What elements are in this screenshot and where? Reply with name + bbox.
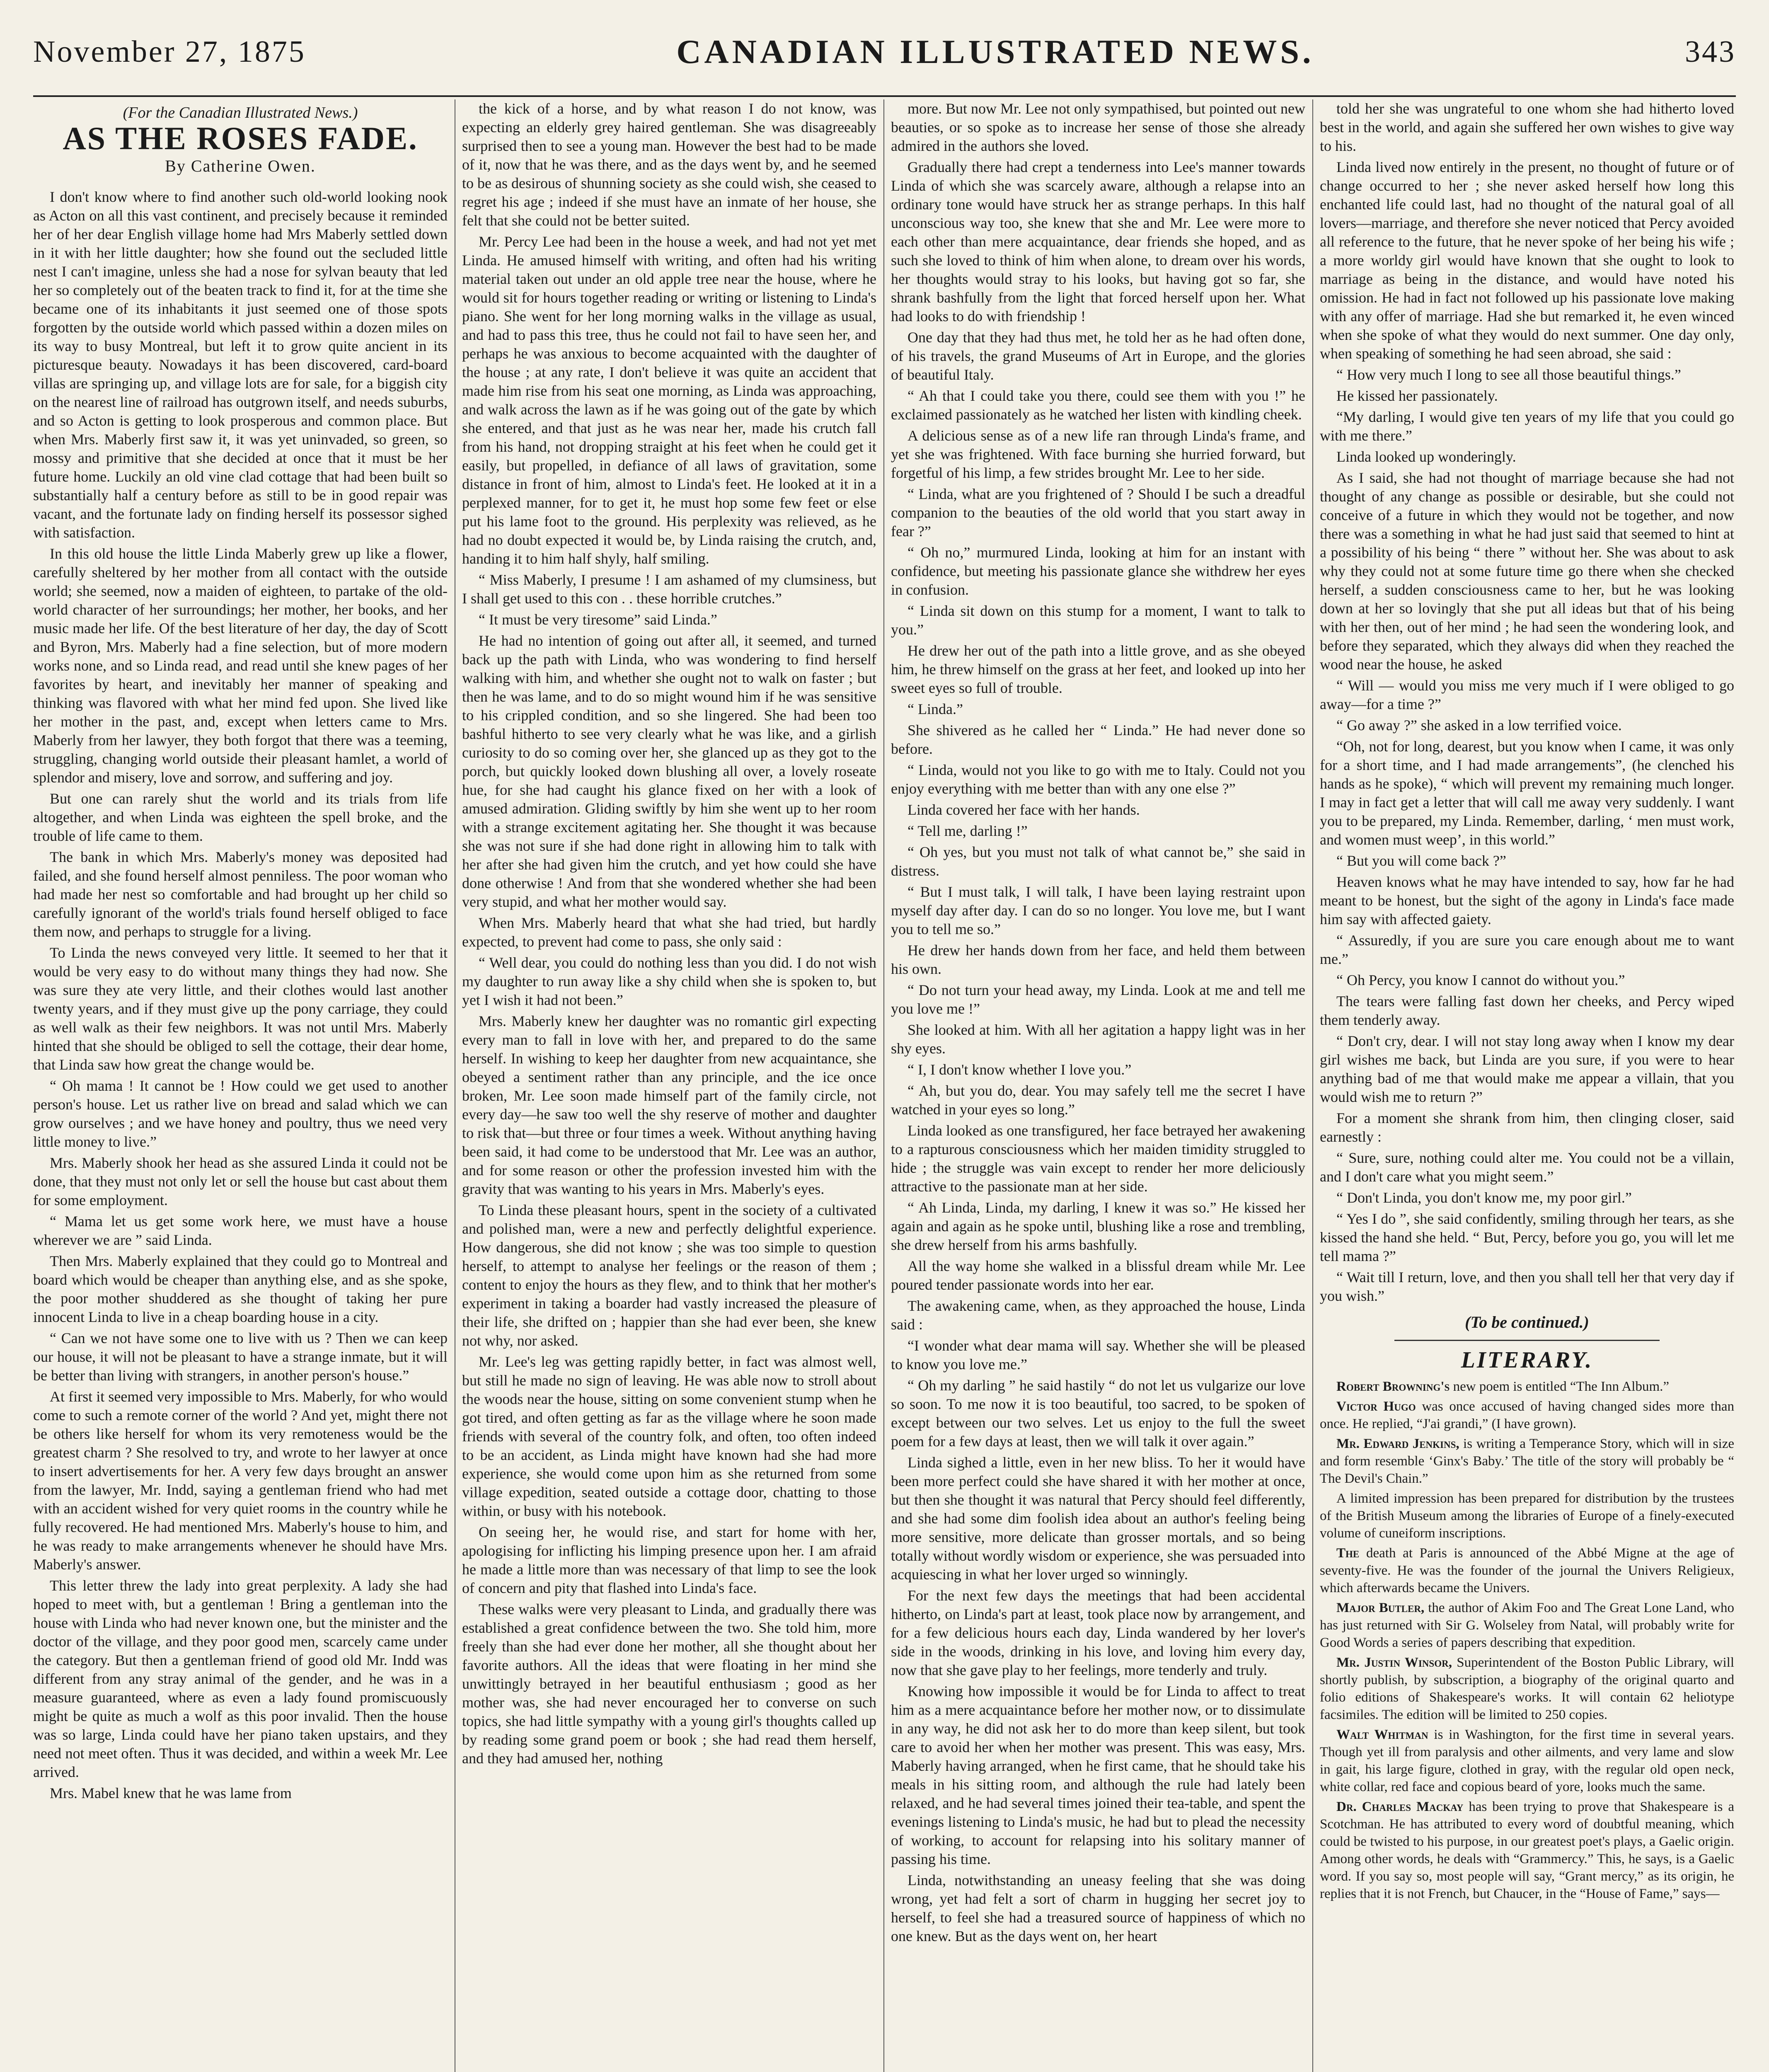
paragraph: At first it seemed very impossible to Mrs. Maberly, for who would come to such a remote corner of the world ? And yet, might there not be others like herself for whom its very remoteness would be the greatest charm ? She resolved to try, and wrote to her lawyer at once to insert advertisements for her. A very few days brought an answer from the lawyer, Mr. Indd, saying a gentleman friend who had met with an accident wished for very quiet rooms in the country while he fully recovered. He had mentioned Mrs. Maberly's house to him, and he was ready to make arrangements whenever he should have Mrs. Maberly's answer. (33, 1388, 448, 1573)
literary-item-text: was once accused of having changed sides more than once. He replied, “J'ai grandi,” (I have grown). (1320, 1399, 1734, 1431)
paragraph: “ Don't cry, dear. I will not stay long away when I know my dear girl wishes me back, but Linda are you sure, if you were to hear anything bad of me that would make me appear a villain, that you would wish me to return ?” (1320, 1033, 1734, 1105)
literary-item-head: Walt Whitman (1336, 1727, 1428, 1742)
paragraph: “ Go away ?” she asked in a low terrified voice. (1336, 717, 1622, 733)
column-4 (1320, 99, 1734, 2072)
paragraph: Heaven knows what he may have intended to say, how far he had meant to be honest, but the sight of the agony in Linda's face made him say with affected gaiety. (1320, 874, 1734, 927)
paragraph: “My darling, I would give ten years of my life that you could go with me there.” (1320, 409, 1734, 444)
paragraph: “ But you will come back ?” (1336, 852, 1506, 869)
column-rule (883, 99, 884, 2072)
literary-item-text: the author of Akim Foo and The Great Lone Land, who has just returned with Sir G. Wolseley from Natal, will probably write for Good Words a series of papers describing that expedition. (1320, 1600, 1734, 1650)
literary-item-text: has been trying to prove that Shakespeare is a Scotchman. He has attributed to every word of doubtful meaning, which could be twisted to his purpose, in our greatest poet's plays, a Gaelic origin. Among other words, he deals with “Grammercy.” This, he says, is a Gaelic word. If you say so, most people will say, “Grant mercy,” as its origin, he replies that it is not French, but Chaucer, in the “House of Fame,” says— (1320, 1799, 1734, 1901)
literary-item-head: Dr. Charles Mackay (1336, 1799, 1464, 1814)
literary-item (1320, 1654, 1734, 1723)
paragraph: Mr. Lee's leg was getting rapidly better, in fact was almost well, but still he made no sign of leaving. He was able now to stroll about the woods near the house, sitting on some convenient stump when he got tired, and often getting as far as the village where he soon made friends with several of the country folk, and often, too often indeed to be an accident, as Linda might have known had she had more experience, she would come upon him as she returned from some village expedition, seated outside a cottage door, chatting to those within, or busy with his notebook. (462, 1353, 876, 1519)
literary-item (1320, 1398, 1734, 1433)
literary-item-head: Major Butler, (1336, 1600, 1425, 1615)
literary-item-head: The (1336, 1546, 1360, 1561)
paragraph: He drew her hands down from her face, and held them between his own. (891, 942, 1305, 977)
literary-item-head: Mr. Justin Winsor, (1336, 1655, 1452, 1670)
paragraph: “ Oh mama ! It cannot be ! How could we get used to another person's house. Let us rather live on bread and salad which we can grow ourselves ; and we have honey and poultry, thus we need very little money to live.” (33, 1077, 448, 1150)
paragraph: “ Miss Maberly, I presume ! I am ashamed of my clumsiness, but I shall get used to this con . . these horrible crutches.” (462, 571, 876, 607)
masthead (33, 8, 1736, 97)
column-2 (462, 99, 876, 2072)
paragraph: “ Sure, sure, nothing could alter me. You could not be a villain, and I don't care what you might seem.” (1320, 1150, 1734, 1185)
paragraph: “ Assuredly, if you are sure you care enough about me to want me.” (1320, 932, 1734, 967)
paragraph: Linda sighed a little, even in her new bliss. To her it would have been more perfect could she have shared it with her mother at once, but then she thought it was natural that Percy should feel differently, and she had some dim foolish idea about an author's feeling being more sensitive, more delicate than grosser mortals, and so being totally without wordly wisdom or experience, she was persuaded into acquiescing in what her lover urged so winningly. (891, 1454, 1305, 1583)
columns (33, 99, 1736, 2072)
literary-item-text: A limited impression has been prepared for distribution by the trustees of the British Museum among the libraries of Europe of a finely-executed volume of cuneiform inscriptions. (1320, 1491, 1734, 1541)
paragraph: He kissed her passionately. (1336, 387, 1498, 404)
paragraph: The tears were falling fast down her cheeks, and Percy wiped them tenderly away. (1320, 993, 1734, 1028)
paragraph: All the way home she walked in a blissful dream while Mr. Lee poured tender passionate words into her ear. (891, 1258, 1305, 1293)
paragraph: “Oh, not for long, dearest, but you know when I came, it was only for a short time, and I had made arrangements”, (he clenched his hands as he spoke), “ which will prevent my remaining much longer. I may in fact get a letter that will call me away very suddenly. I want you to be prepared, my Linda. Remember, darling, ‘ men must work, and women must weep’, in this world.” (1320, 738, 1734, 848)
story-text-column-1 (33, 188, 448, 1803)
paragraph: Linda lived now entirely in the present, no thought of future or of change occurred to her ; she never asked herself how long this enchanted life could last, had no thought of the natural goal of all lovers—marriage, and therefore she never noticed that Percy avoided all reference to the future, that he never spoke of her being his wife ; a more worldy girl would have known that she ought to look to marriage as being in the distance, and would have noted his omission. He had in fact not followed up his passionate love making with any offer of marriage. Had she but remarked it, he even winced when she spoke of what they would do next summer. One day only, when speaking of something he had seen abroad, she said : (1320, 159, 1734, 362)
paragraph: “ Yes I do ”, she said confidently, smiling through her tears, as she kissed the hand she held. “ But, Percy, before you go, you will let me tell mama ?” (1320, 1210, 1734, 1264)
literary-item-head: Robert Browning's (1336, 1379, 1450, 1394)
paragraph: “ But I must talk, I will talk, I have been laying restraint upon myself day after day. I can do so no longer. You love me, but I want you to tell me so.” (891, 884, 1305, 937)
paragraph: “I wonder what dear mama will say. Whether she will be pleased to know you love me.” (891, 1337, 1305, 1372)
paragraph: “ Linda.” (907, 701, 963, 717)
paragraph: “ Do not turn your head away, my Linda. Look at me and tell me you love me !” (891, 982, 1305, 1017)
paragraph: When Mrs. Maberly heard that what she had tried, but hardly expected, to prevent had come to pass, she only said : (462, 915, 876, 950)
paragraph: To Linda the news conveyed very little. It seemed to her that it would be very easy to do without many things they had now. She was sure they ate very little, and their clothes would last another twenty years, and if they must give up the pony carriage, they could as well walk as their few neighbors. It was not until Mrs. Maberly hinted that she should be obliged to sell the cottage, their dear home, that Linda saw how great the change would be. (33, 944, 448, 1073)
paragraph: “ Mama let us get some work here, we must have a house wherever we are ” said Linda. (33, 1213, 448, 1248)
column-3 (891, 99, 1305, 2072)
paragraph: “ It must be very tiresome” said Linda.” (479, 611, 717, 628)
paragraph: She looked at him. With all her agitation a happy light was in her shy eyes. (891, 1021, 1305, 1057)
paragraph: “ Oh no,” murmured Linda, looking at him for an instant with confidence, but meeting his passionate glance she withdrew her eyes in confusion. (891, 544, 1305, 598)
issue-date: November 27, 1875 (33, 34, 306, 69)
paragraph: On seeing her, he would rise, and start for home with her, apologising for inflicting his limping presence upon her. I am afraid he made a little more than was necessary of that limp to see the look of concern and pity that flashed into Linda's face. (462, 1524, 876, 1596)
paragraph: “ Linda, would not you like to go with me to Italy. Could not you enjoy everything with me better than with any one else ?” (891, 762, 1305, 797)
literary-item-text: is writing a Temperance Story, which will in size and form resemble ‘Ginx's Baby.’ The title of the story will probably be “ The Devil's Chain.” (1320, 1436, 1734, 1486)
paragraph: She shivered as he called her “ Linda.” He had never done so before. (891, 722, 1305, 757)
paragraph: He drew her out of the path into a little grove, and as she obeyed him, he threw himself on the grass at her feet, and looked up into her sweet eyes so full of trouble. (891, 642, 1305, 696)
literary-notes (1320, 1378, 1734, 1903)
paragraph: This letter threw the lady into great perplexity. A lady she had hoped to meet with, but a gentleman ! Bring a gentleman into the house with Linda who had never known one, but the minister and the doctor of the village, and they poor good men, scarcely came under the category. But then a gentleman friend of good old Mr. Indd was different from any stray animal of the gender, and he was in a measure guaranteed, where as even a lady found promiscuously might be quite as much a wolf as this poor invalid. Then the house was so large, Linda could have her piano taken upstairs, and they need not meet often. Thus it was decided, and within a week Mr. Lee arrived. (33, 1577, 448, 1780)
literary-heading: LITERARY. (1461, 1347, 1593, 1373)
story-text-column-4 (1320, 99, 1734, 1305)
to-be-continued: (To be continued.) (1465, 1313, 1589, 1331)
column-rule (1312, 99, 1313, 2072)
literary-item-head: Mr. Edward Jenkins, (1336, 1436, 1459, 1451)
literary-item (1320, 1378, 1734, 1395)
literary-item (1320, 1435, 1734, 1487)
column-1 (33, 99, 448, 2072)
paragraph: “ Can we not have some one to live with us ? Then we can keep our house, it will not be pleasant to have a strange inmate, but it will be better than living with strangers, in another person's house.” (33, 1330, 448, 1384)
literary-item (1320, 1726, 1734, 1796)
literary-item-head: Victor Hugo (1336, 1399, 1416, 1414)
paragraph: Mr. Percy Lee had been in the house a week, and had not yet met Linda. He amused himself with writing, and often had his writing material taken out under an old apple tree near the house, where he would sit for hours together reading or writing or listening to Linda's piano. She went for her long morning walks in the village as usual, and had to pass this tree, thus he could not fail to have seen her, and perhaps he was anxious to become acquainted with the daughter of the house ; at any rate, I don't believe it was quite an accident that made him rise from his seat one morning, as Linda was approaching, and walk across the lawn as if he was going out of the gate by which she entered, and that just as he was near her, made his crutch fall from his hand, not dropping straight at his feet when he could get it easily, but propelled, in defiance of all laws of gravitation, some distance in front of him, almost to Linda's feet. He looked at it in a perplexed manner, for to get it, he must hop some few feet or else put his lame foot to the ground. His perplexity was relieved, as he had no doubt expected it would be, by Linda raising the crutch, and, handing it to him half shyly, half smiling. (462, 233, 876, 567)
paragraph: more. But now Mr. Lee not only sympathised, but pointed out new beauties, or so spoke as to increase her sense of those she already admired in the authors she loved. (891, 100, 1305, 154)
paragraph: I don't know where to find another such old-world looking nook as Acton on all this vast continent, and precisely because it reminded her of her dear English village home had Mrs Maberly settled down in it with her little daughter; how she found out the secluded little nest I can't imagine, unless she had a nose for sylvan beauty that led her so completely out of the beaten track to find it, for at the time she became one of its inhabitants it just seemed one of those spots forgotten by the outside world which passed within a dozen miles on its way to busy Montreal, but left it to grow quite ancient in its picturesque beauty. Nowadays it has been discovered, card-board villas are springing up, and village lots are for sale, for a biggish city on the nearest line of railroad has outgrown itself, and needs suburbs, and so Acton is getting to look prosperous and common place. But when Mrs. Maberly first saw it, it was yet uninvaded, so green, so mossy and primitive that she decided at once that it must be her future home. Luckily an old vine clad cottage that had been built so substantially half a century before as still to be in good repair was vacant, and the fortunate lady on finding herself its possessor sighed with satisfaction. (33, 189, 448, 541)
paragraph: Mrs. Maberly knew her daughter was no romantic girl expecting every man to fall in love with her, and prepared to do the same herself. In wishing to keep her daughter from new acquaintance, she obeyed a sentiment rather than any principle, and the ice once broken, Mr. Lee soon made himself part of the family circle, not every day—he saw too well the shy reserve of mother and daughter to risk that—but three or four times a week. Without anything having been said, it had come to be understood that Mr. Lee was an author, and for some reason or other the profession invested him with the gravity that was wanting to his years in Mrs. Maberly's eyes. (462, 1013, 876, 1197)
paragraph: “ Linda, what are you frightened of ? Should I be such a dreadful companion to the beauties of the old world that you start away in fear ?” (891, 486, 1305, 540)
paragraph: “ Don't Linda, you don't know me, my poor girl.” (1336, 1189, 1632, 1206)
literary-item (1320, 1490, 1734, 1542)
story-kicker: (For the Canadian Illustrated News.) (123, 104, 358, 121)
paragraph: Mrs. Mabel knew that he was lame from (50, 1785, 292, 1801)
paragraph: Linda looked as one transfigured, her face betrayed her awakening to a rapturous consciousness which her maiden timidity struggled to hide ; the struggle was vain except to render her more deliciously attractive to the passionate man at her side. (891, 1122, 1305, 1195)
paragraph: Linda covered her face with her hands. (907, 801, 1140, 818)
paragraph: Gradually there had crept a tenderness into Lee's manner towards Linda of which she was scarcely aware, although a relapse into an ordinary tone would have struck her as strange perhaps. In this half unconscious way too, she knew that she and Mr. Lee were more to each other than mere acquaintance, dear friends she hoped, and as such she loved to think of him when alone, to dream over his words, her thoughts would stray to his looks, but having got so far, she shrank bashfully from the light that forced herself upon her. What had looks to do with friendship ! (891, 159, 1305, 324)
paragraph: Knowing how impossible it would be for Linda to affect to treat him as a mere acquaintance before her mother now, or to dissimulate in any way, he did not ask her to do more than keep silent, but took care to avoid her when her mother was present. This was easy, Mrs. Maberly having arranged, when he first came, that he should take his meals in his sitting room, and although the rule had lately been relaxed, and he had several times joined their tea-table, and spent the evenings listening to Linda's music, he had but to plead the necessity of working, to account for relapsing into his solitary manner of passing his time. (891, 1683, 1305, 1867)
paragraph: “ Oh Percy, you know I cannot do without you.” (1336, 972, 1625, 988)
paragraph: “ I, I don't know whether I love you.” (907, 1061, 1132, 1078)
paragraph: “ Will — would you miss me very much if I were obliged to go away—for a time ?” (1320, 677, 1734, 712)
literary-item (1320, 1798, 1734, 1903)
paragraph: “ Ah that I could take you there, could see them with you !” he exclaimed passionately as he watched her listen with kindling cheek. (891, 387, 1305, 423)
paragraph: “ Linda sit down on this stump for a moment, I want to talk to you.” (891, 603, 1305, 638)
paragraph: told her she was ungrateful to one whom she had hitherto loved best in the world, and again she suffered her own wishes to give way to his. (1320, 100, 1734, 154)
paragraph: A delicious sense as of a new life ran through Linda's frame, and yet she was frightened. With face burning she hurried forward, but forgetful of his limp, a few strides brought Mr. Lee to her side. (891, 427, 1305, 481)
paragraph: As I said, she had not thought of marriage because she had not thought of any change as possible or desirable, but she could not conceive of a future in which they would not be together, and now there was a something in what he had just said that seemed to hint at a possibility of his being “ there ” without her. She was about to ask why they could not at some future time go there when she checked herself, a sudden consciousness came to her, but he was looking down at her so lovingly that she put all ideas but that of his being with her then, out of her mind ; he had seen the wondering look, and before they separated, which they always did when they reached the wood near the house, he asked (1320, 470, 1734, 673)
paragraph: The bank in which Mrs. Maberly's money was deposited had failed, and she found herself almost penniless. The poor woman who had made her nest so comfortable and had brought up her child so carefully ignorant of the world's trials found herself obliged to face them now, and perhaps to struggle for a living. (33, 849, 448, 940)
story-text-column-3 (891, 99, 1305, 1946)
literary-item-text: new poem is entitled “The Inn Album.” (1450, 1379, 1670, 1394)
literary-item-text: Superintendent of the Boston Public Library, will shortly publish, by subscription, a biography of the original quarto and folio editions of Shakespeare's works. It will contain 62 heliotype facsimiles. The edition will be limited to 250 copies. (1320, 1655, 1734, 1722)
paragraph: “ Ah Linda, Linda, my darling, I knew it was so.” He kissed her again and again as he spoke until, blushing like a rose and trembling, she drew herself from his arms bashfully. (891, 1199, 1305, 1253)
story-headline: AS THE ROSES FADE. (63, 120, 418, 156)
paragraph: To Linda these pleasant hours, spent in the society of a cultivated and polished man, were a new and perfectly delightful experience. How dangerous, she did not know ; she was too simple to question herself, to attempt to analyse her feelings or the reason of them ; content to enjoy the hours as they flew, and to think that her mother's experiment in taking a boarder had vastly increased the pleasure of their life, she drifted on ; happier than she had ever been, she knew not why, nor asked. (462, 1202, 876, 1349)
literary-item (1320, 1599, 1734, 1651)
paragraph: In this old house the little Linda Maberly grew up like a flower, carefully sheltered by her mother from all contact with the outside world; she seemed, now a maiden of eighteen, to partake of the old-world character of her surroundings; her mother, her books, and her music made her life. Of the best literature of her day, the day of Scott and Byron, Mrs. Maberly had a fine selection, but of more modern works none, and so Linda read, and read until she knew pages of her favorites by heart, and inevitably her manner of speaking and thinking was flavored with what her mind fed upon. She lived like her mother in the past, and, except when letters came to Mrs. Maberly from her lawyer, they both forgot that there was a teeming, struggling, changing world outside their pleasant hamlet, a world of splendor and misery, love and sorrow, and suffering and joy. (33, 545, 448, 786)
paragraph: “ Oh my darling ” he said hastily “ do not let us vulgarize our love so soon. To me now it is too beautiful, too sacred, to be spoken of except between our two selves. Let us enjoy to the full the sweet poem for a few days at least, then we will talk it over again.” (891, 1377, 1305, 1450)
paragraph: But one can rarely shut the world and its trials from life altogether, and when Linda was eighteen the spell broke, and the trouble of life came to them. (33, 790, 448, 844)
paragraph: “ How very much I long to see all those beautiful things.” (1336, 366, 1681, 383)
paragraph: Mrs. Maberly shook her head as she assured Linda it could not be done, that they must not only let or sell the house but cast about them for some employment. (33, 1155, 448, 1208)
literary-item-text: is in Washington, for the first time in several years. Though yet ill from paralysis and other ailments, and very lame and slow in gait, his large figure, clothed in gray, with the regular old open neck, white collar, red face and copious beard of yore, looks much the same. (1320, 1727, 1734, 1794)
paragraph: “ Well dear, you could do nothing less than you did. I do not wish my daughter to run away like a shy child when she is spoken to, but yet I wish it had not been.” (462, 954, 876, 1008)
story-text-column-2 (462, 99, 876, 1768)
page-number: 343 (1685, 34, 1736, 69)
newspaper-title: CANADIAN ILLUSTRATED NEWS. (676, 33, 1314, 70)
paragraph: He had no intention of going out after all, it seemed, and turned back up the path with Linda, who was wondering to find herself walking with him, and whether she ought not to walk on faster ; but then he was lame, and to do so might wound him if he was sensitive to his crippled condition, and so she lingered. She had been too bashful hitherto to see very clearly what he was like, and a girlish curiosity to do so coming over her, she glanced up as they got to the porch, but quickly looked down blushing all over, a lovely roseate hue, for she had caught his glance fixed on her with a look of amused admiration. Gliding swiftly by him she went up to her room with a strange excitement agitating her. She thought it was because she was not sure if she had done right in allowing him to talk with her after she had given him the crutch, and yet how could she have done otherwise ! And from that she wondered whether she had been very stupid, and what her mother would say. (462, 632, 876, 910)
paragraph: “ Tell me, darling !” (907, 823, 1028, 839)
paragraph: “ Wait till I return, love, and then you shall tell her that very day if you wish.” (1320, 1269, 1734, 1304)
paragraph: “ Ah, but you do, dear. You may safely tell me the secret I have watched in your eyes so long.” (891, 1082, 1305, 1118)
paragraph: The awakening came, when, as they approached the house, Linda said : (891, 1297, 1305, 1333)
story-byline: By Catherine Owen. (165, 157, 316, 175)
paragraph: the kick of a horse, and by what reason I do not know, was expecting an elderly grey haired gentleman. She was disagreeably surprised then to see a young man. However the best had to be made of it, now that he was there, and as the days went by, and he seemed to be as desirous of shunning society as she could wish, she ceased to regret his age ; indeed if she must have an inmate of her house, she felt that she could not be better suited. (462, 100, 876, 229)
paragraph: “ Oh yes, but you must not talk of what cannot be,” she said in distress. (891, 844, 1305, 879)
literary-item-text: death at Paris is announced of the Abbé Migne at the age of seventy-five. He was the founder of the journal the Univers Religieux, which afterwards became the Univers. (1320, 1546, 1734, 1595)
paragraph: One day that they had thus met, he told her as he had often done, of his travels, the grand Museums of Art in Europe, and the glories of beautiful Italy. (891, 329, 1305, 383)
paragraph: These walks were very pleasant to Linda, and gradually there was established a great confidence between the two. She told him, more freely than she had ever done her mother, all she thought about her favorite authors. All the ideas that were floating in her mind she unwittingly betrayed in her beautiful enthusiasm ; good as her mother was, she had never encouraged her to converse on such topics, she had little sympathy with a young girl's thoughts called up by reading some grand poem or book ; she had read them herself, and they had amused her, nothing (462, 1601, 876, 1767)
paragraph: Linda, notwithstanding an uneasy feeling that she was doing wrong, yet had felt a sort of charm in hugging her secret joy to herself, to feel she had a treasured source of happiness of which no one knew. But as the days went on, her heart (891, 1872, 1305, 1944)
paragraph: For the next few days the meetings that had been accidental hitherto, on Linda's part at least, took place now by arrangement, and for a few delicious hours each day, Linda wandered by her lover's side in the woods, drinking in his love, and loving him every day, now that she gave play to her feelings, more tenderly and truly. (891, 1587, 1305, 1678)
paragraph: Linda looked up wonderingly. (1336, 448, 1516, 465)
paragraph: For a moment she shrank from him, then clinging closer, said earnestly : (1320, 1110, 1734, 1145)
literary-item (1320, 1544, 1734, 1597)
section-divider (1394, 1340, 1660, 1341)
paragraph: Then Mrs. Maberly explained that they could go to Montreal and board which would be cheaper than anything else, and as she spoke, the poor mother shuddered as she thought of taking her pure innocent Linda to live in a cheap boarding house in a city. (33, 1253, 448, 1325)
